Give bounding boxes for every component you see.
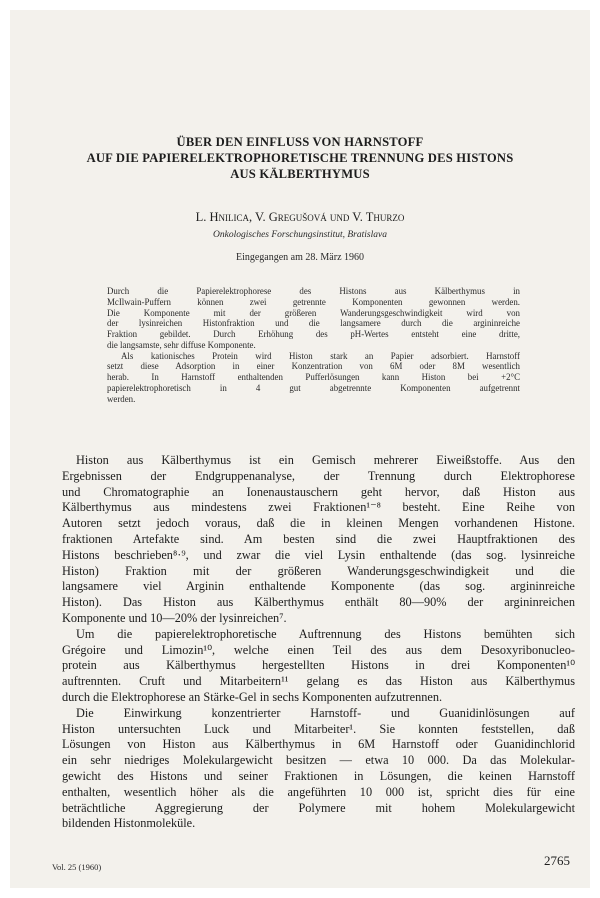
article-title xyxy=(50,134,550,182)
body-line: Die Einwirkung konzentrierter Harnstoff- und Guanidinlösungen auf xyxy=(76,705,575,720)
body-line: bildenden Histonmoleküle. xyxy=(62,816,196,831)
body-line: beträchtliche Aggregierung der Polymere mit hohem Molekulargewicht xyxy=(62,800,575,815)
body-line: fraktionen Artefakte sind. Am besten sind die zwei Hauptfraktionen des xyxy=(62,531,575,546)
body-text xyxy=(62,453,575,832)
body-line: durch die Elektrophorese an Stärke-Gel in sechs Komponenten aufzutrennen. xyxy=(62,689,443,704)
abstract xyxy=(107,286,520,404)
body-line: Histon). Das Histon aus Kälberthymus enthält 80—90% der argininreichen xyxy=(62,595,575,610)
body-line: Lösungen von Histon aus Kälberthymus in 6M Harnstoff oder Guanidinchlorid xyxy=(62,737,575,752)
body-line: enthalten, wesentlich höher als die angeführten 10 000 ist, spricht dies für eine xyxy=(62,784,575,799)
body-line: Autoren setzt jedoch voraus, daß die in kleinen Mengen vorhandenen Histone. xyxy=(62,516,575,531)
abstract-line: setzt diese Adsorption in einer Konzentration von 6M oder 8M wesentlich xyxy=(107,361,520,372)
body-line: langsamere viel Arginin enthaltende Komponente (das sog. argininreiche xyxy=(62,579,575,594)
abstract-line: Als kationisches Protein wird Histon stark an Papier adsorbiert. Harnstoff xyxy=(121,350,520,361)
abstract-line: werden. xyxy=(107,393,136,404)
page-number: 2765 xyxy=(544,853,570,868)
abstract-line: der lysinreichen Histonfraktion und die langsamere durch die argininreiche xyxy=(107,318,520,329)
received-date: Eingegangen am 28. März 1960 xyxy=(235,252,365,263)
body-line: Ergebnissen der Endgruppenanalyse, der Trennung durch Elektrophorese xyxy=(62,468,575,483)
body-line: Histons beschrieben⁸·⁹, und zwar die viel Lysin enthaltende (das sog. lysinreiche xyxy=(62,547,575,562)
body-line: und Chromatographie an Ionenaustauschern geht hervor, daß Histon aus xyxy=(62,484,575,499)
body-line: Kälberthymus aus mindestens zwei Fraktionen¹⁻⁸ besteht. Eine Reihe von xyxy=(62,500,575,515)
body-line: protein aus Kälberthymus hergestellten Histons in drei Komponenten¹⁰ xyxy=(62,658,575,673)
title-line: AUS KÄLBERTHYMUS xyxy=(230,167,370,181)
body-line: gewicht des Histons und seiner Fraktionen in Lösungen, die keinen Harnstoff xyxy=(62,768,575,783)
body-line: Komponente und 10—20% der lysinreichen⁷. xyxy=(62,610,287,625)
abstract-line: papierelektrophoretisch in 4 gut abgetrennte Komponenten aufgetrennt xyxy=(107,382,520,393)
title-line: AUF DIE PAPIERELEKTROPHORETISCHE TRENNUNG DES HISTONS xyxy=(86,151,514,165)
abstract-line: Durch die Papierelektrophorese des Histons aus Kälberthymus in xyxy=(107,286,520,296)
body-line: auftrennten. Cruft und Mitarbeitern¹¹ gelang es das Histon aus Kälberthymus xyxy=(62,674,575,689)
author-list: L. Hnilica, V. Gregušová und V. Thurzo xyxy=(195,210,405,224)
abstract-line: McIlwain-Puffern können zwei getrennte Komponenten gewonnen werden. xyxy=(107,296,520,307)
body-line: Histon) Fraktion mit der größeren Wanderungsgeschwindigkeit und die xyxy=(62,563,575,578)
body-line: Um die papierelektrophoretische Auftrennung des Histons bemühten sich xyxy=(76,626,575,641)
abstract-line: Die Komponente mit der größeren Wanderungsgeschwindigkeit wird von xyxy=(107,307,520,318)
volume-label: Vol. 25 (1960) xyxy=(52,862,102,872)
abstract-line: die langsamste, sehr diffuse Komponente. xyxy=(107,339,256,350)
abstract-line: herab. In Harnstoff enthaltenden Pufferlösungen kann Histon bei +2°C xyxy=(107,372,520,382)
institute-affiliation: Onkologisches Forschungsinstitut, Bratislava xyxy=(213,230,387,240)
paper-page xyxy=(10,10,590,888)
title-line: ÜBER DEN EINFLUSS VON HARNSTOFF xyxy=(176,135,424,149)
body-line: Histon untersuchten Luck und Mitarbeiter¹. Sie konnten feststellen, daß xyxy=(62,721,575,736)
body-line: Histon aus Kälberthymus ist ein Gemisch mehrerer Eiweißstoffe. Aus den xyxy=(76,453,575,467)
body-line: ein sehr niedriges Molekulargewicht besitzen — etwa 10 000. Da das Molekular- xyxy=(62,753,575,768)
abstract-line: Fraktion gebildet. Durch Erhöhung des pH-Wertes entsteht eine dritte, xyxy=(107,329,520,339)
body-line: Grégoire und Limozin¹⁰, welche einen Teil des aus dem Desoxyribonucleo- xyxy=(62,642,575,657)
